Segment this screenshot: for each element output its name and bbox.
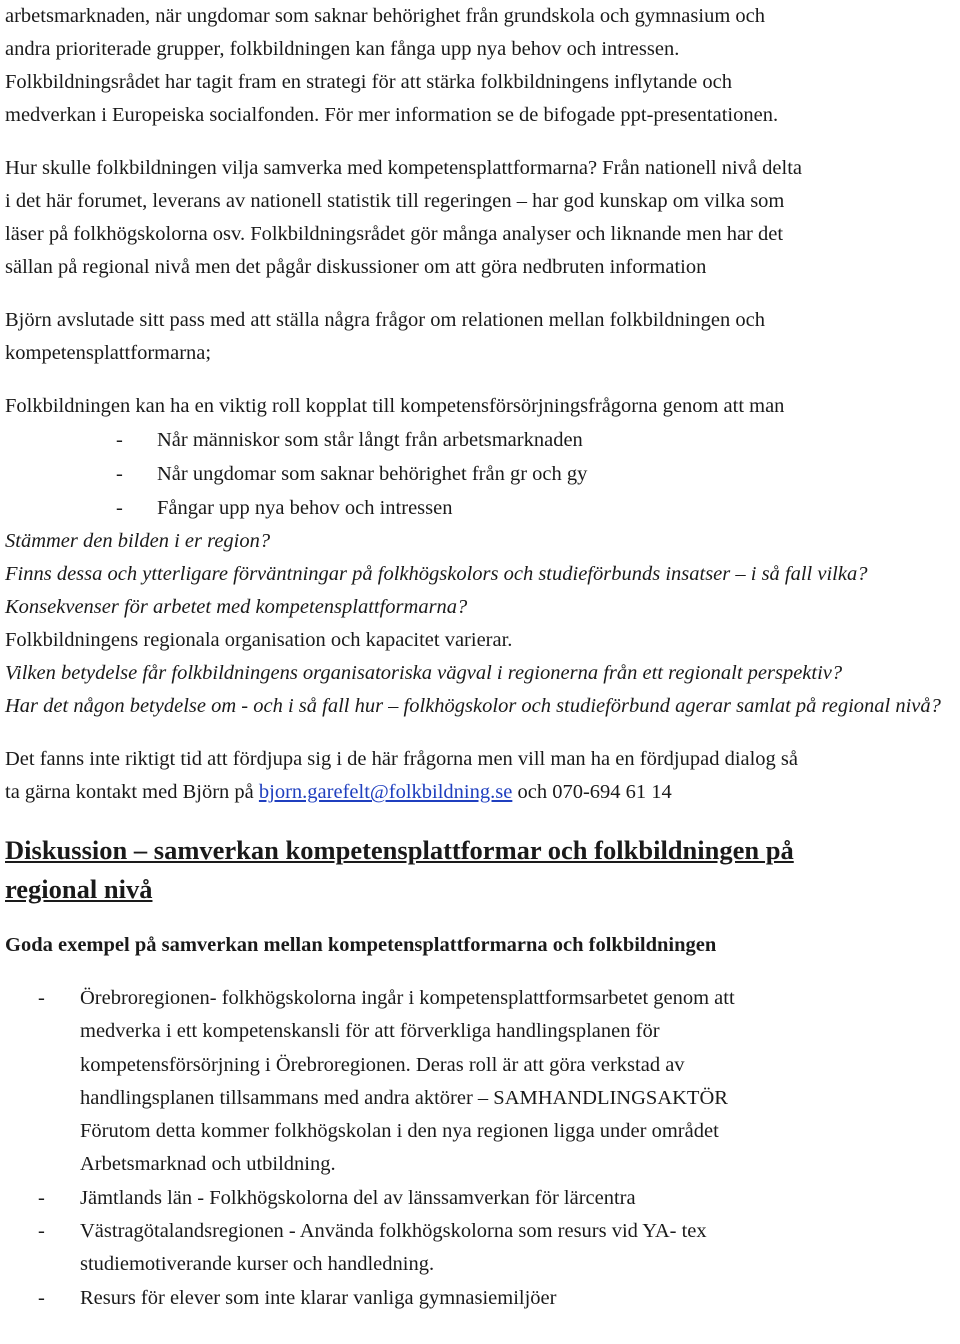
question: Konsekvenser för arbetet med kompetensplattformarna? [5,596,468,618]
list-item-text: Når ungdomar som saknar behörighet från gr och gy [157,463,588,485]
text-line: Folkbildningsrådet har tagit fram en strategi för att stärka folkbildningens inflytande och [5,71,732,93]
statement: Folkbildningens regionala organisation och kapacitet varierar. [5,629,513,651]
dash-bullet: - [116,429,123,451]
role-list [5,423,957,525]
role-intro: Folkbildningen kan ha en viktig roll kopplat till kompetensförsörjningsfrågorna genom att man [5,395,785,417]
document-page [5,0,957,1315]
list-item-text: Når människor som står långt från arbetsmarknaden [157,429,583,451]
collaboration-paragraph [5,152,957,284]
paragraph-gap [5,962,957,982]
list-item-text: Örebroregionen- folkhögskolorna ingår i kompetensplattformsarbetet genom att [80,987,735,1009]
text-line: läser på folkhögskolorna osv. Folkbildningsrådet gör många analyser och liknande men har det [5,223,784,245]
contact-text: ta gärna kontakt med Björn på [5,781,259,803]
question: Vilken betydelse får folkbildningens organisatoriska vägval i regionerna från ett regionalt perspektiv? [5,662,843,684]
list-item-text: Förutom detta kommer folkhögskolan i den nya regionen ligga under området [80,1120,719,1143]
list-item-text: kompetensförsörjning i Örebroregionen. Deras roll är att göra verkstad av [80,1053,685,1076]
dash-bullet: - [38,987,45,1009]
phone-text: och 070-694 61 14 [512,781,672,803]
paragraph-gap [5,809,957,831]
email-link[interactable]: bjorn.garefelt@folkbildning.se [258,781,513,803]
list-item-text: Fångar upp nya behov och intressen [157,497,453,519]
list-item-text: Västragötalandsregionen - Använda folkhögskolorna som resurs vid YA- tex [80,1220,707,1243]
role-paragraph [5,390,957,525]
dash-bullet: - [116,463,123,485]
strategy-paragraph [5,66,957,132]
paragraph-gap [5,723,957,743]
bjorn-paragraph [5,304,957,370]
heading-line: Diskussion – samverkan kompetensplattformar och folkbildningen på [5,835,794,865]
list-item [5,423,957,457]
paragraph-gap [5,132,957,152]
text-line: andra prioriterade grupper, folkbildningen kan fånga upp nya behov och intressen. [5,38,680,60]
dash-bullet: - [116,497,123,519]
examples-list [5,982,957,1315]
list-item [5,457,957,491]
paragraph-gap [5,284,957,304]
heading-line: regional nivå [5,874,153,904]
list-item-text: medverka i ett kompetenskansli för att förverkliga handlingsplanen för [80,1020,660,1043]
section-heading [5,831,957,909]
contact-paragraph [5,743,957,809]
list-item-text: studiemotiverande kurser och handledning. [80,1253,435,1276]
text-line [5,776,957,809]
question: Har det någon betydelse om - och i så fall hur – folkhögskolor och studieförbund agerar samlat på regional nivå? [5,695,941,717]
list-item-resurs [5,1282,900,1315]
paragraph-gap [5,370,957,390]
list-item-orebro [5,982,900,1182]
dash-bullet: - [38,1186,45,1209]
questions-block [5,525,957,723]
text-line: sällan på regional nivå men det pågår diskussioner om att göra nedbruten information [5,256,707,278]
question: Stämmer den bilden i er region? [5,530,271,552]
text-line: Hur skulle folkbildningen vilja samverka med kompetensplattformarna? Från nationell nivå delta [5,157,802,179]
text-line: Det fanns inte riktigt tid att fördjupa sig i de här frågorna men vill man ha en fördjupad dialog så [5,748,799,770]
dash-bullet: - [38,1286,45,1309]
text-line: arbetsmarknaden, när ungdomar som saknar behörighet från grundskola och gymnasium och [5,5,765,27]
list-item-text: Resurs för elever som inte klarar vanliga gymnasiemiljöer [80,1286,557,1309]
list-item-text: Arbetsmarknad och utbildning. [80,1153,336,1176]
text-line: i det här forumet, leverans av nationell statistik till regeringen – har god kunskap om vilka som [5,190,785,212]
list-item-vastra-gotaland [5,1215,900,1282]
dash-bullet: - [38,1220,45,1243]
list-item-jamtland [5,1182,900,1215]
text-line: kompetensplattformarna; [5,342,212,364]
text-line: Björn avslutade sitt pass med att ställa några frågor om relationen mellan folkbildningen och [5,309,766,331]
question: Finns dessa och ytterligare förväntningar på folkhögskolors och studieförbunds insatser – i så fall vilka? [5,563,868,585]
paragraph-gap [5,909,957,929]
list-item-text: handlingsplanen tillsammans med andra aktörer – SAMHANDLINGSAKTÖR [80,1086,728,1109]
list-item-text: Jämtlands län - Folkhögskolorna del av länssamverkan för lärcentra [80,1186,636,1209]
text-line: medverkan i Europeiska socialfonden. För mer information se de bifogade ppt-presentationen. [5,104,779,126]
list-item [5,491,957,525]
subheading: Goda exempel på samverkan mellan kompetensplattformarna och folkbildningen [5,934,717,956]
intro-paragraph [5,0,957,66]
